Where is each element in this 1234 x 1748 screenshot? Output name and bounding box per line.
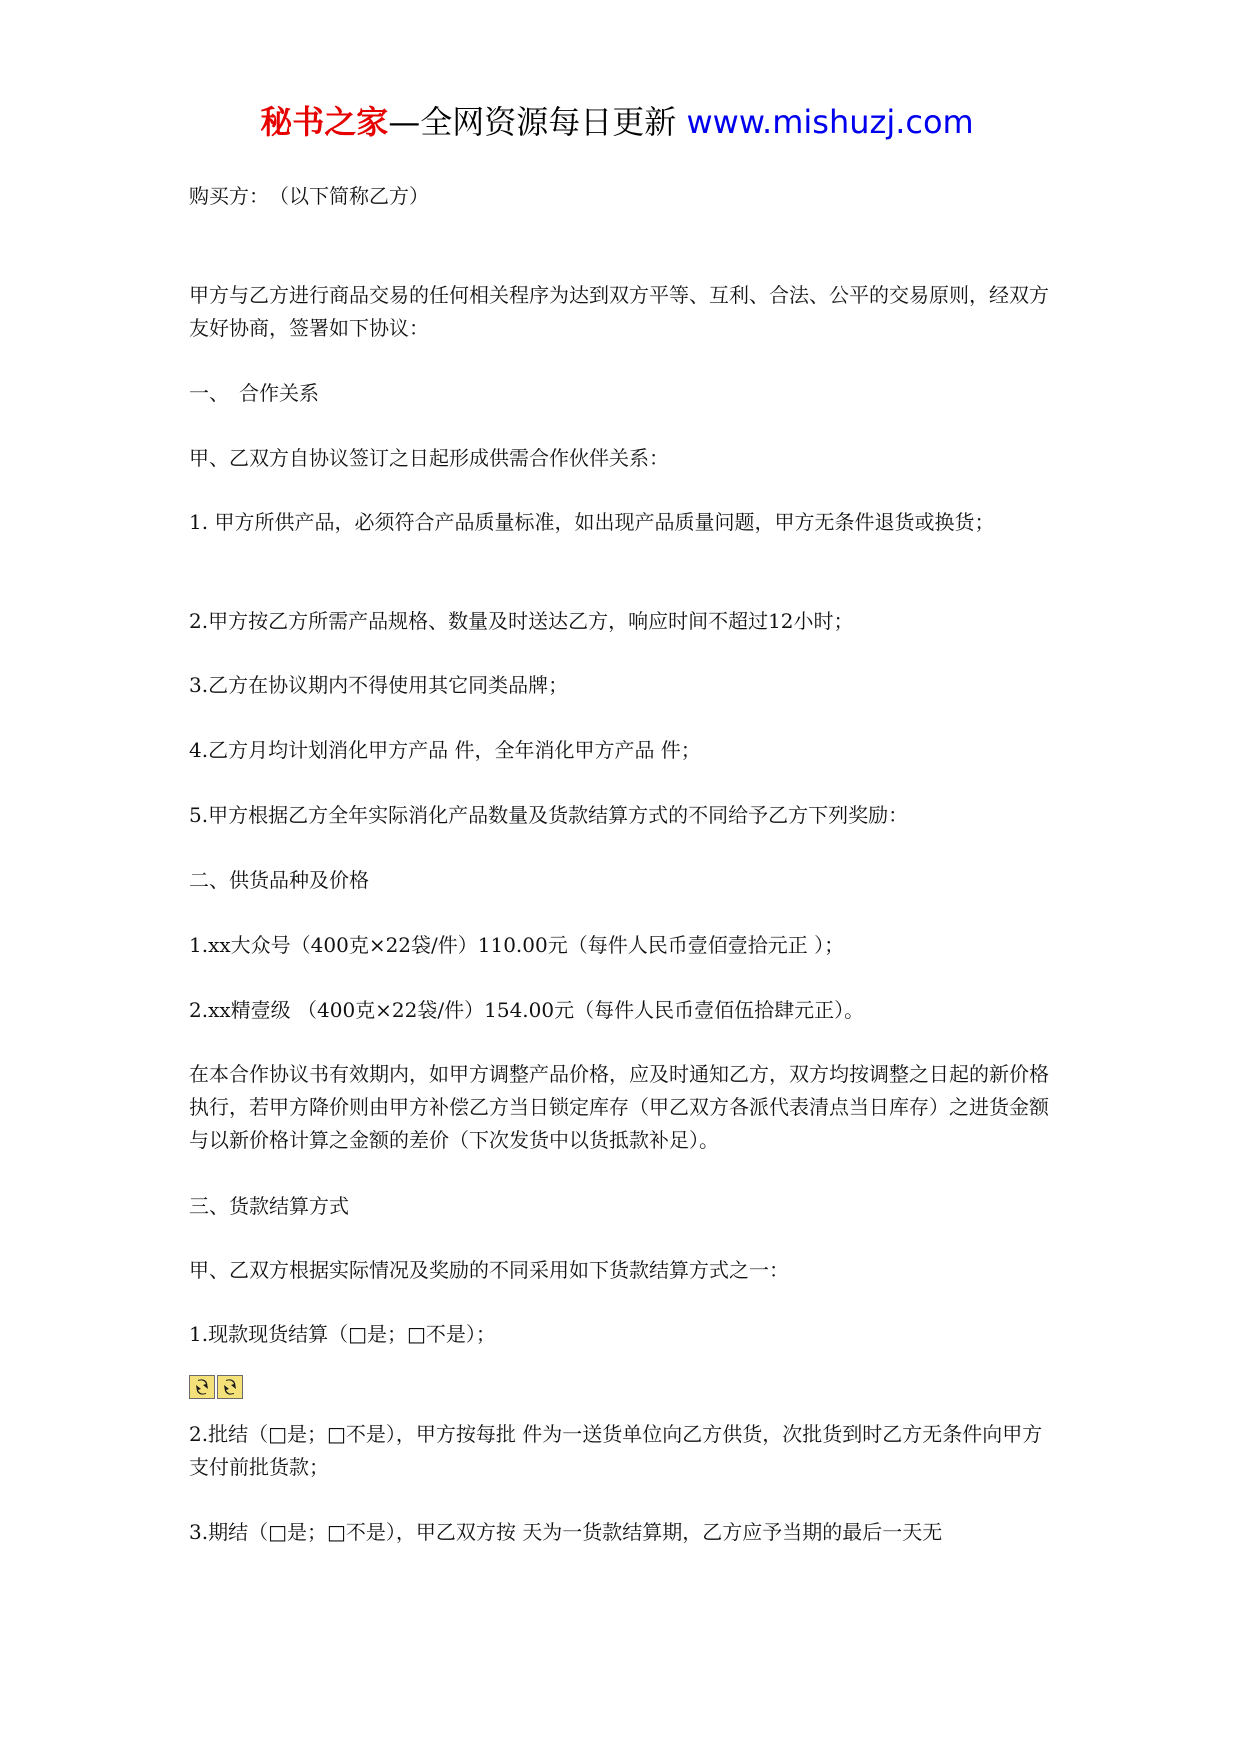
- section-1-lead: 甲、乙双方自协议签订之日起形成供需合作伙伴关系：: [189, 446, 669, 470]
- site-url-link[interactable]: www.mishuzj.com: [686, 103, 974, 141]
- broken-image-icon: [189, 1375, 215, 1399]
- clause-item-4: 4.乙方月均计划消化甲方产品 件，全年消化甲方产品 件；: [189, 738, 701, 762]
- clause-item-1: 1. 甲方所供产品，必须符合产品质量标准，如出现产品质量问题，甲方无条件退货或换货；: [189, 510, 995, 534]
- buyer-line: 购买方： （以下简称乙方）: [189, 184, 429, 208]
- payment-option-2: 2.批结（□是；□不是），甲方按每批 件为一送货单位向乙方供货，次批货到时乙方无条件向甲方支付前批货款；: [189, 1422, 1043, 1479]
- header-tagline: —全网资源每日更新: [388, 103, 687, 141]
- intro-paragraph: 甲方与乙方进行商品交易的任何相关程序为达到双方平等、互利、合法、公平的交易原则，经双方友好协商，签署如下协议：: [189, 283, 1049, 340]
- payment-option-3: 3.期结（□是；□不是），甲乙双方按 天为一货款结算期，乙方应予当期的最后一天无: [189, 1520, 943, 1544]
- clause-item-5: 5.甲方根据乙方全年实际消化产品数量及货款结算方式的不同给予乙方下列奖励：: [189, 803, 909, 827]
- site-header: [0, 100, 1234, 144]
- payment-option-1: 1.现款现货结算（□是；□不是）；: [189, 1322, 496, 1346]
- embedded-image-placeholders: [189, 1375, 243, 1399]
- broken-image-icon: [217, 1375, 243, 1399]
- clause-item-2: 2.甲方按乙方所需产品规格、数量及时送达乙方，响应时间不超过12小时；: [189, 609, 854, 633]
- section-3-title: 三、货款结算方式: [189, 1194, 349, 1218]
- brand-name: 秘书之家: [260, 103, 389, 141]
- clause-item-3: 3.乙方在协议期内不得使用其它同类品牌；: [189, 673, 569, 697]
- section-1-title: 一、 合作关系: [189, 381, 319, 405]
- price-adjust-paragraph: 在本合作协议书有效期内，如甲方调整产品价格，应及时通知乙方，双方均按调整之日起的新价格执行，若甲方降价则由甲方补偿乙方当日锁定库存（甲乙双方各派代表清点当日库存）之进货金额与以新价格计算之金额的差价（下次发货中以货抵款补足）。: [189, 1062, 1049, 1152]
- section-2-title: 二、供货品种及价格: [189, 868, 369, 892]
- price-item-2: 2.xx精壹级 （400克×22袋/件）154.00元（每件人民币壹佰伍拾肆元正）。: [189, 998, 865, 1022]
- section-3-lead: 甲、乙双方根据实际情况及奖励的不同采用如下货款结算方式之一：: [189, 1258, 789, 1282]
- price-item-1: 1.xx大众号（400克×22袋/件）110.00元（每件人民币壹佰壹拾元正 ）；: [189, 933, 845, 957]
